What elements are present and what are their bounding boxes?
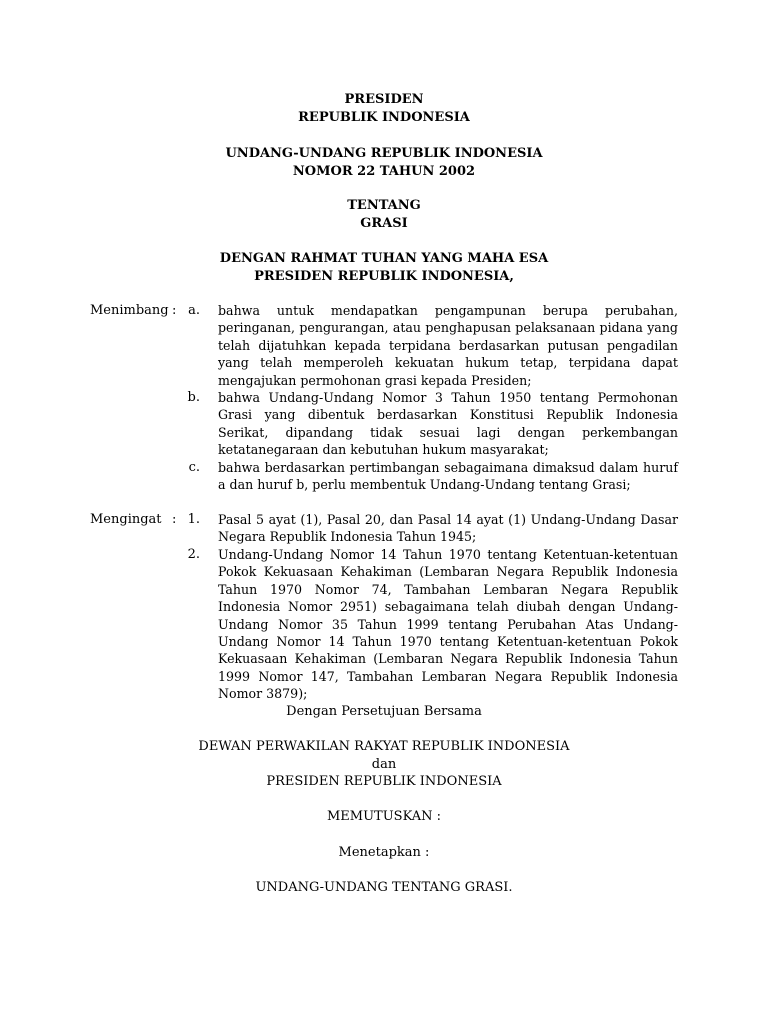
mengingat-label: Mengingat bbox=[90, 512, 162, 527]
list-item-text: bahwa untuk mendapatkan pengampunan berupa perubahan, peringanan, pengurangan, atau penghapusan pelaksanaan pidana yang telah dijatuhkan kepada terpidana berdasarkan putusan pengadilan yang telah memperoleh kekuatan hukum tetap, terpidana dapat mengajukan permohonan grasi kepada Presiden; bbox=[218, 303, 678, 388]
about-label: TENTANG bbox=[347, 198, 421, 213]
header-president: PRESIDEN bbox=[344, 92, 424, 107]
list-item-text: Pasal 5 ayat (1), Pasal 20, dan Pasal 14 ayat (1) Undang-Undang Dasar Negara Republik Indonesia Tahun 1945; bbox=[218, 512, 678, 545]
law-title: UNDANG-UNDANG REPUBLIK INDONESIA bbox=[225, 146, 543, 161]
list-marker: 1. bbox=[187, 512, 200, 527]
list-marker: a. bbox=[188, 303, 200, 318]
preamble-line-2: PRESIDEN REPUBLIK INDONESIA, bbox=[254, 269, 514, 284]
preamble-line-1: DENGAN RAHMAT TUHAN YANG MAHA ESA bbox=[219, 251, 549, 266]
list-marker: c. bbox=[188, 460, 200, 475]
header-republic: REPUBLIK INDONESIA bbox=[298, 110, 470, 125]
law-number: NOMOR 22 TAHUN 2002 bbox=[292, 164, 476, 179]
law-name: UNDANG-UNDANG TENTANG GRASI. bbox=[255, 880, 513, 895]
establish-heading: Menetapkan : bbox=[338, 845, 430, 860]
decide-heading: MEMUTUSKAN : bbox=[326, 809, 442, 824]
and-word: dan bbox=[371, 757, 397, 772]
list-marker: 2. bbox=[187, 547, 200, 562]
list-item-text: Undang-Undang Nomor 14 Tahun 1970 tentang Ketentuan-ketentuan Pokok Kekuasaan Kehakiman (Lembaran Negara Republik Indonesia Tahun 1970 Nomor 74, Tambahan Lembaran Negara Republik Indonesia Nomor 2951) sebagaimana telah diubah dengan Undang-Undang Nomor 35 Tahun 1999 tentang Perubahan Atas Undang-Undang Nomor 14 Tahun 1970 tentang Ketentuan-ketentuan Pokok Kekuasaan Kehakiman (Lembaran Negara Republik Indonesia Tahun 1999 Nomor 147, Tambahan Lembaran Negara Republik Indonesia Nomor 3879); bbox=[218, 547, 678, 702]
law-subject: GRASI bbox=[360, 216, 408, 231]
list-marker: b. bbox=[187, 390, 200, 405]
approval-statement: Dengan Persetujuan Bersama bbox=[286, 704, 482, 719]
list-item-text: bahwa berdasarkan pertimbangan sebagaimana dimaksud dalam huruf a dan huruf b, perlu membentuk Undang-Undang tentang Grasi; bbox=[218, 460, 678, 493]
president-name: PRESIDEN REPUBLIK INDONESIA bbox=[266, 774, 502, 789]
dpr-name: DEWAN PERWAKILAN RAKYAT REPUBLIK INDONESIA bbox=[198, 739, 570, 754]
list-item-text: bahwa Undang-Undang Nomor 3 Tahun 1950 tentang Permohonan Grasi yang dibentuk berdasarkan Konstitusi Republik Indonesia Serikat, dipandang tidak sesuai lagi dengan perkembangan ketatanegaraan dan kebutuhan hukum masyarakat; bbox=[218, 390, 678, 458]
menimbang-label: Menimbang bbox=[90, 303, 169, 318]
mengingat-colon: : bbox=[172, 512, 177, 527]
menimbang-colon: : bbox=[172, 303, 177, 318]
